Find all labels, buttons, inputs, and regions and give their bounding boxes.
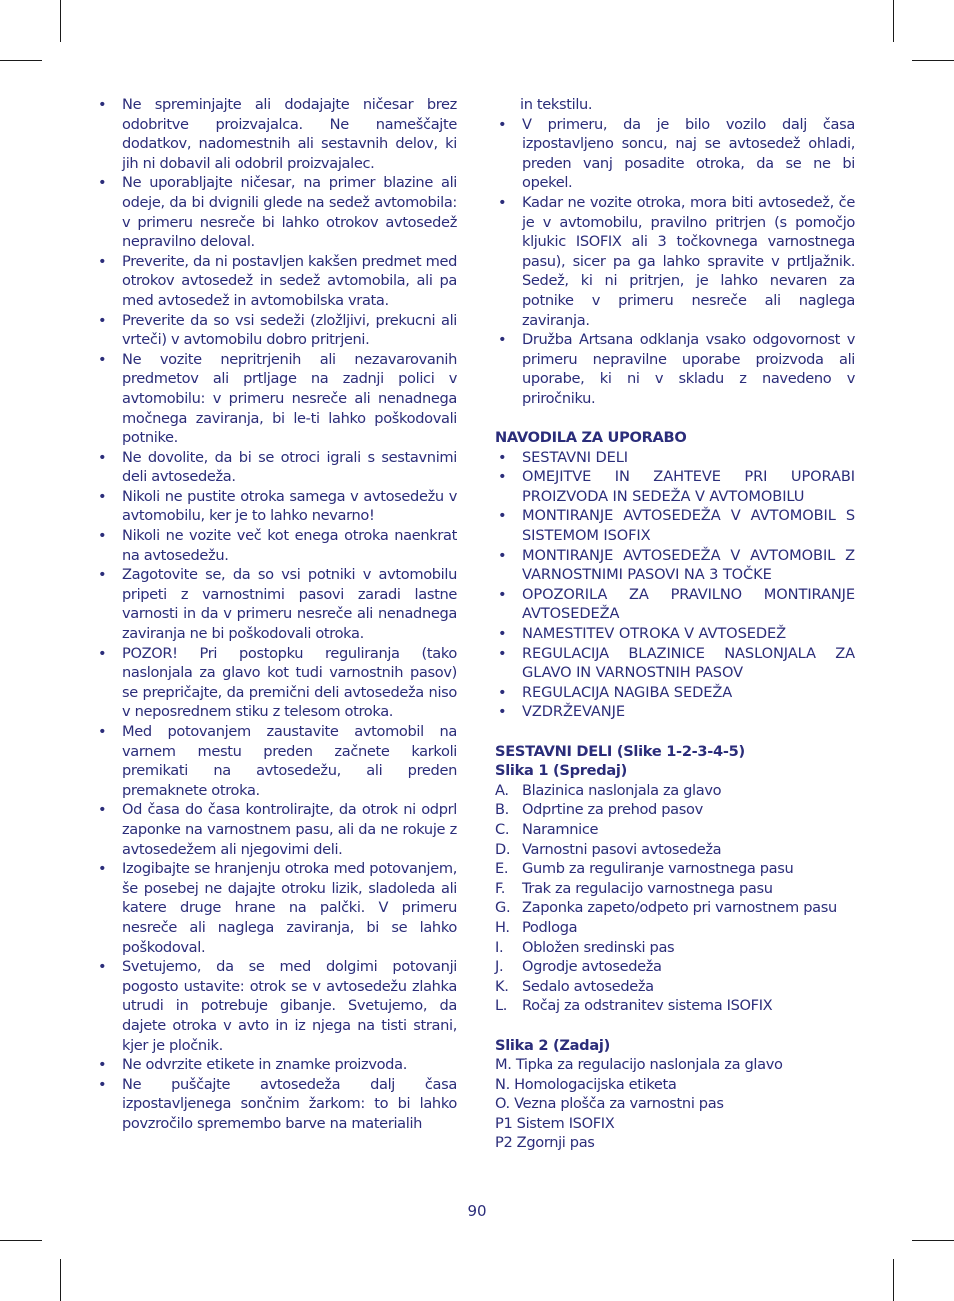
item-key: D. — [495, 840, 511, 858]
continued-text: in tekstilu. — [520, 96, 593, 113]
list-item — [495, 996, 855, 1016]
crop-mark — [0, 1240, 42, 1241]
item-text: Ogrodje avtosedeža — [522, 958, 662, 976]
item-key: E. — [495, 860, 509, 878]
instructions-contents-list — [495, 448, 855, 722]
list-item: • Kadar ne vozite otroka, mora biti avtosedež, če je v avtomobilu, pravilno pritrjen (s pomočjo kljukic ISOFIX ali 3 točkovnega varnostnega pasu), sicer pa ga lahko spravite v prtljažnik. Sedež, ki ni pritrjen, je lahko nevaren za potnike v primeru nesreče ali naglega zaviranja. — [495, 193, 855, 330]
crop-mark — [912, 1240, 954, 1241]
item-text: Zaponka zapeto/odpeto pri varnostnem pasu — [522, 899, 837, 917]
list-item: • REGULACIJA BLAZINICE NASLONJALA ZA GLAVO IN VARNOSTNIH PASOV — [495, 644, 855, 683]
list-item — [495, 820, 855, 840]
list-item: • OPOZORILA ZA PRAVILNO MONTIRANJE AVTOSEDEŽA — [495, 585, 855, 624]
list-item — [495, 957, 855, 977]
page-number: 90 — [467, 1202, 487, 1220]
item-key: F. — [495, 879, 505, 897]
item-text: Trak za regulacijo varnostnega pasu — [522, 879, 773, 897]
list-item: • Izogibajte se hranjenju otroka med potovanjem, še posebej ne dajajte otroku lizik, sladoleda ali katere druge hrane na palčki. V primeru nesreče ali naglega zaviranja, bi se lahko poškodoval. — [95, 859, 457, 957]
list-item: N. Homologacijska etiketa — [495, 1075, 677, 1093]
instructions-heading: NAVODILA ZA UPORABO — [495, 429, 687, 447]
left-column — [95, 95, 457, 1133]
figure1-heading: Slika 1 (Spredaj) — [495, 762, 627, 780]
list-item — [495, 840, 855, 860]
list-item — [495, 879, 855, 899]
list-item — [495, 918, 855, 938]
crop-mark — [60, 0, 61, 42]
item-key: A. — [495, 781, 509, 799]
list-item: • NAMESTITEV OTROKA V AVTOSEDEŽ — [495, 624, 855, 644]
list-item — [495, 898, 855, 918]
list-item: • POZOR! Pri postopku reguliranja (tako naslonjala za glavo kot tudi varnostnih pasov) se prepričajte, da premični deli avtosedeža niso v neposrednem stiku z telesom otroka. — [95, 644, 457, 722]
item-key: B. — [495, 801, 509, 819]
list-item: • Zagotovite se, da so vsi potniki v avtomobilu pripeti z varnostnimi pasovi zaradi lastne varnosti in da v primeru nesreče ali nenadnega zaviranja ne bi poškodovali otroka. — [95, 565, 457, 643]
crop-mark — [60, 1259, 61, 1301]
list-item: • Svetujemo, da se med dolgimi potovanji pogosto ustavite: otrok se v avtosedežu zlahka utrudi in potrebuje gibanje. Svetujemo, da dajete otroka v avto in iz njega na tisti strani, kjer je pločnik. — [95, 957, 457, 1055]
list-item: • Ne odvrzite etikete in znamke proizvoda. — [95, 1055, 457, 1075]
list-item: • MONTIRANJE AVTOSEDEŽA V AVTOMOBIL Z VARNOSTNIMI PASOVI NA 3 TOČKE — [495, 546, 855, 585]
item-text: Blazinica naslonjala za glavo — [522, 781, 722, 799]
item-key: L. — [495, 997, 508, 1015]
list-item: • Ne puščajte avtosedeža dalj časa izpostavljenega sončnim žarkom: to bi lahko povzročilo spremembo barve na materialih — [95, 1075, 457, 1134]
item-text: Gumb za reguliranje varnostnega pasu — [522, 860, 794, 878]
list-item: • REGULACIJA NAGIBA SEDEŽA — [495, 683, 855, 703]
item-text: Podloga — [522, 918, 578, 936]
list-item — [495, 977, 855, 997]
list-item: • MONTIRANJE AVTOSEDEŽA V AVTOMOBIL S SISTEMOM ISOFIX — [495, 506, 855, 545]
list-item: • Preverite, da ni postavljen kakšen predmet med otrokov avtosedež in sedež avtomobila, ali pa med avtosedež in avtomobilska vrata. — [95, 252, 457, 311]
item-text: Varnostni pasovi avtosedeža — [522, 840, 722, 858]
right-column — [495, 95, 855, 1153]
list-item: • Nikoli ne pustite otroka samega v avtosedežu v avtomobilu, ker je to lahko nevarno! — [95, 487, 457, 526]
figure1-parts-list — [495, 781, 855, 1016]
item-text: Obložen sredinski pas — [522, 938, 675, 956]
item-key: H. — [495, 918, 510, 936]
figure2-parts-list — [495, 1055, 855, 1153]
item-text: Ročaj za odstranitev sistema ISOFIX — [522, 997, 773, 1015]
crop-mark — [893, 0, 894, 42]
list-item: • VZDRŽEVANJE — [495, 702, 855, 722]
list-item — [495, 859, 855, 879]
crop-mark — [912, 60, 954, 61]
list-item: O. Vezna plošča za varnostni pas — [495, 1095, 724, 1113]
list-item: • SESTAVNI DELI — [495, 448, 855, 468]
crop-mark — [0, 60, 42, 61]
list-item: • V primeru, da je bilo vozilo dalj časa izpostavljeno soncu, naj se avtosedež ohladi, preden vanj posadite otroka, da se ne bi opekel. — [495, 115, 855, 193]
list-item: • Preverite da so vsi sedeži (zložljivi, prekucni ali vrteči) v avtomobilu dobro pritrjeni. — [95, 311, 457, 350]
item-key: J. — [495, 958, 504, 976]
item-text: Naramnice — [522, 820, 599, 838]
safety-warnings-list-continued — [495, 115, 855, 409]
list-item — [495, 938, 855, 958]
list-item: P2 Zgornji pas — [495, 1134, 595, 1152]
list-item: • Od časa do časa kontrolirajte, da otrok ni odprl zaponke na varnostnem pasu, ali da ne rokuje z avtosedežem ali njegovimi deli. — [95, 800, 457, 859]
list-item: • Ne vozite nepritrjenih ali nezavarovanih predmetov ali prtljage na zadnji polici v avtomobilu: v primeru nesreče ali nenadnega močnega zaviranja, bi le-ti lahko poškodovali potnike. — [95, 350, 457, 448]
list-item: • Družba Artsana odklanja vsako odgovornost v primeru nepravilne uporabe proizvoda ali uporabe, ki ni v skladu z navedeno v priročniku. — [495, 330, 855, 408]
item-key: K. — [495, 977, 509, 995]
list-item: • Med potovanjem zaustavite avtomobil na varnem mestu preden začnete karkoli premikati na avtosedežu, ali preden premaknete otroka. — [95, 722, 457, 800]
list-item: • Nikoli ne vozite več kot enega otroka naenkrat na avtosedežu. — [95, 526, 457, 565]
crop-mark — [893, 1259, 894, 1301]
list-item: • Ne spreminjajte ali dodajajte ničesar brez odobritve proizvajalca. Ne nameščajte dodatkov, nadomestnih ali sestavnih delov, ki jih ni dobavil ali odobril proizvajalec. — [95, 95, 457, 173]
list-item: P1 Sistem ISOFIX — [495, 1114, 615, 1132]
figure2-heading: Slika 2 (Zadaj) — [495, 1036, 610, 1054]
list-item — [495, 781, 855, 801]
item-text: Odprtine za prehod pasov — [522, 801, 703, 819]
parts-heading: SESTAVNI DELI (Slike 1-2-3-4-5) — [495, 742, 745, 760]
item-text: Sedalo avtosedeža — [522, 977, 654, 995]
safety-warnings-list — [95, 95, 457, 1133]
list-item — [495, 800, 855, 820]
item-key: C. — [495, 820, 510, 838]
item-key: I. — [495, 938, 504, 956]
list-item: • Ne uporabljajte ničesar, na primer blazine ali odeje, da bi dvignili glede na sedež avtomobila: v primeru nesreče bi lahko otrokov avtosedež nepravilno deloval. — [95, 173, 457, 251]
list-item: • OMEJITVE IN ZAHTEVE PRI UPORABI PROIZVODA IN SEDEŽA V AVTOMOBILU — [495, 467, 855, 506]
list-item: • Ne dovolite, da bi se otroci igrali s sestavnimi deli avtosedeža. — [95, 448, 457, 487]
list-item: M. Tipka za regulacijo naslonjala za glavo — [495, 1056, 783, 1074]
item-key: G. — [495, 899, 511, 917]
